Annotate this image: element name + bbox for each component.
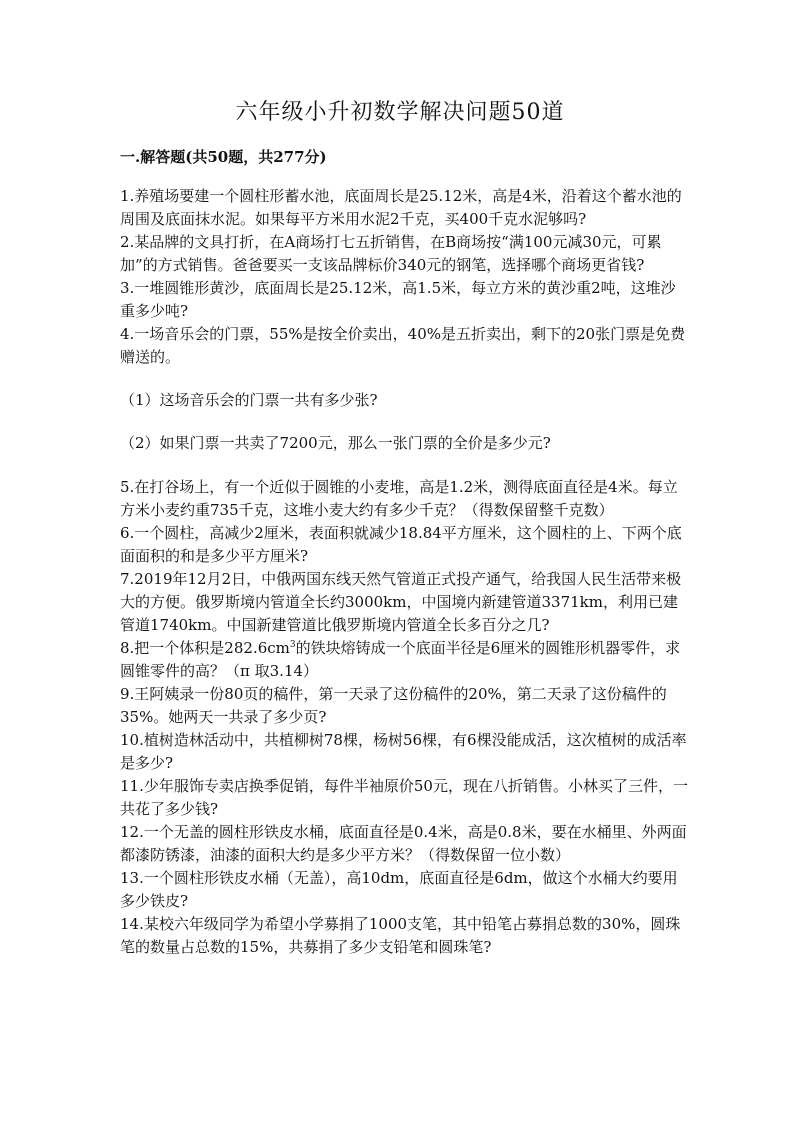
cube-superscript: 3 — [289, 640, 296, 650]
question-4-part-1: （1）这场音乐会的门票一共有多少张? — [120, 391, 378, 409]
question-list — [120, 185, 688, 959]
question-3: 3.一堆圆锥形黄沙，底面周长是25.12米，高1.5米，每立方米的黄沙重2吨，这堆沙重多少吨? — [120, 279, 676, 320]
question-12: 12.一个无盖的圆柱形铁皮水桶，底面直径是0.4米，高是0.8米，要在水桶里、外两面都漆防锈漆，油漆的面积大约是多少平方米？（得数保留一位小数） — [120, 823, 687, 864]
question-4-part-2: （2）如果门票一共卖了7200元，那么一张门票的全价是多少元? — [120, 434, 551, 452]
question-14: 14.某校六年级同学为希望小学募捐了1000支笔，其中铅笔占募捐总数的30%，圆珠笔的数量占总数的15%，共募捐了多少支铅笔和圆珠笔? — [120, 915, 681, 956]
question-8 — [120, 637, 688, 683]
section-heading: 一.解答题(共50题，共277分) — [120, 148, 327, 166]
question-5: 5.在打谷场上，有一个近似于圆锥的小麦堆，高是1.2米，测得底面直径是4米。每立方米小麦约重735千克，这堆小麦大约有多少千克？（得数保留整千克数） — [120, 478, 678, 519]
question-13: 13.一个圆柱形铁皮水桶（无盖），高10dm，底面直径是6dm，做这个水桶大约要用多少铁皮? — [120, 869, 678, 910]
question-8-start: 8.把一个体积是282.6cm — [120, 639, 290, 657]
question-1: 1.养殖场要建一个圆柱形蓄水池，底面周长是25.12米，高是4米，沿着这个蓄水池的周围及底面抹水泥。如果每平方米用水泥2千克，买400千克水泥够吗? — [120, 187, 682, 228]
question-6: 6.一个圆柱，高减少2厘米，表面积就减少18.84平方厘米，这个圆柱的上、下两个底面面积的和是多少平方厘米? — [120, 524, 682, 565]
question-7: 7.2019年12月2日，中俄两国东线天然气管道正式投产通气，给我国人民生活带来极大的方便。俄罗斯境内管道全长约3000km，中国境内新建管道3371km，利用已建管道1740km。中国新建管道比俄罗斯境内管道全长多百分之几? — [120, 570, 682, 634]
question-2: 2.某品牌的文具打折，在A商场打七五折销售，在B商场按“满100元减30元，可累加”的方式销售。爸爸要买一支该品牌标价340元的钢笔，选择哪个商场更省钱? — [120, 233, 662, 274]
question-8-rest: 的铁块熔铸成一个底面半径是6厘米的圆锥形机器零件，求圆锥零件的高？（π 取3.14） — [120, 639, 681, 680]
question-9: 9.王阿姨录一份80页的稿件，第一天录了这份稿件的20%，第二天录了这份稿件的35%。她两天一共录了多少页? — [120, 685, 667, 726]
page-title: 六年级小升初数学解决问题50道 — [235, 100, 565, 125]
question-11: 11.少年服饰专卖店换季促销，每件半袖原价50元，现在八折销售。小林买了三件，一共花了多少钱? — [120, 777, 688, 818]
question-10: 10.植树造林活动中，共植柳树78棵，杨树56棵，有6棵没能成活，这次植树的成活率是多少? — [120, 731, 687, 772]
question-4: 4.一场音乐会的门票，55%是按全价卖出，40%是五折卖出，剩下的20张门票是免费赠送的。 — [120, 325, 686, 366]
